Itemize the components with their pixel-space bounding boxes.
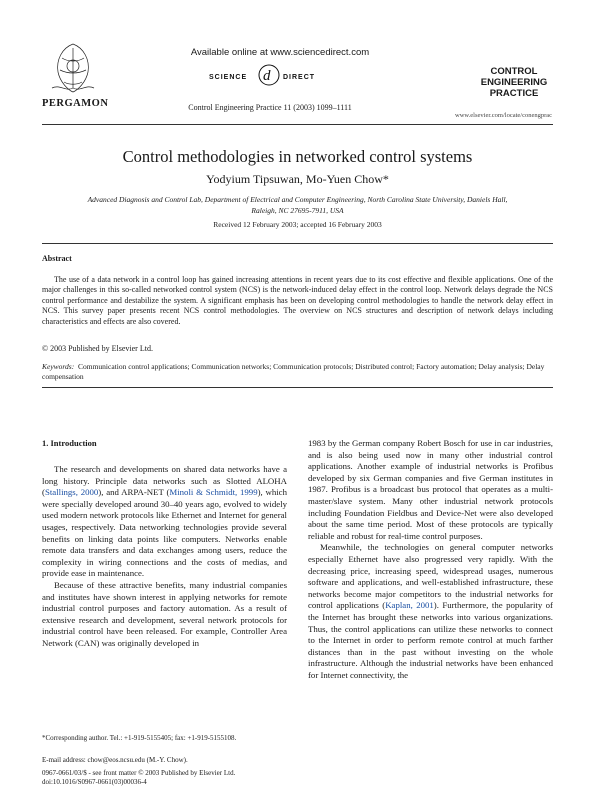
left-column bbox=[42, 464, 287, 650]
journal-name-line2: PRACTICE bbox=[489, 88, 539, 99]
abstract-text: The use of a data network in a control loop has gained increasing attentions in recent years due to its cost effective and flexible applications. One of the major challenges in this so-called networked control system (NCS) is the network-induced delay effect in the control loop. Network delays degrade the NCS control performance and destabilize the system. A significant emphasis has been on developing control methodologies to handle the network delay effect in NCS. This survey paper presents recent NCS control methodologies. The overview on NCS structures and description of network delays including characteristics and effects are also covered. bbox=[42, 275, 553, 326]
paragraph: 1983 by the German company Robert Bosch for use in car industries, and is also being used now in many other industrial control applications. Another example of industrial networks is Profibus developed by six German companies and five German institutes in 1987. Profibus is a broadcast bus protocol that operates as a multi-master/slave system. Many other industrial network protocols including Foundation Fieldbus and Device-Net were also developed about the same time period. Most of these protocols are typically reliable and robust for real-time control purposes. bbox=[308, 438, 553, 541]
citation-link[interactable]: Minoli & Schmidt, 1999 bbox=[169, 487, 258, 498]
affiliation-line1: Advanced Diagnosis and Control Lab, Department of Electrical and Computer Engineering, North Carolina State University, Daniels Hall, bbox=[87, 195, 508, 204]
keywords bbox=[42, 362, 553, 382]
publisher-name: PERGAMON bbox=[42, 98, 109, 109]
keywords-list: Communication control applications; Communication networks; Communication protocols; Distributed control; Factory automation; Delay analysis; Delay compensation bbox=[42, 362, 545, 381]
paragraph-text: ), which were specially developed around 30–40 years ago, evolved to widely used modern network protocols like Ethernet and Internet for general usages, respectively. Data networking technologies provide several benefits on linking data points like computers. Networks enable remote data transfers and data exchanges among users, reduce the complexity in wiring connections and the costs of medias, and provide ease in maintenance. bbox=[42, 487, 287, 579]
section-heading-introduction: 1. Introduction bbox=[42, 438, 97, 448]
corresponding-author-footnote: *Corresponding author. Tel.: +1-919-5155405; fax: +1-919-5155108. bbox=[42, 734, 237, 742]
svg-text:d: d bbox=[263, 68, 271, 84]
paragraph-text: ), and ARPA-NET ( bbox=[98, 487, 170, 498]
paper-authors: Yodyium Tipsuwan, Mo-Yuen Chow* bbox=[206, 172, 389, 186]
doi-line[interactable]: doi:10.1016/S0967-0661(03)00036-4 bbox=[42, 778, 147, 786]
received-dates: Received 12 February 2003; accepted 16 February 2003 bbox=[213, 220, 382, 229]
journal-name bbox=[459, 66, 569, 99]
header-divider bbox=[42, 124, 553, 125]
email-text[interactable]: E-mail address: chow@eos.ncsu.edu (M.-Y. Chow). bbox=[42, 756, 188, 764]
copyright-notice: © 2003 Published by Elsevier Ltd. bbox=[42, 344, 153, 353]
sd-logo-right: DIRECT bbox=[283, 74, 316, 81]
journal-reference: Control Engineering Practice 11 (2003) 1099–1111 bbox=[188, 103, 352, 112]
paragraph bbox=[308, 542, 553, 681]
abstract-top-divider bbox=[42, 243, 553, 244]
issn-line: 0967-0661/03/$ - see front matter © 2003 Published by Elsevier Ltd. bbox=[42, 769, 236, 777]
paper-title: Control methodologies in networked control systems bbox=[122, 147, 473, 166]
journal-url[interactable]: www.elsevier.com/locate/conengprac bbox=[455, 112, 553, 119]
abstract-bottom-divider bbox=[42, 387, 553, 388]
email-footnote bbox=[42, 756, 287, 766]
paragraph-text: The research and developments on shared data networks have a long history. Principle data networks such as Slotted ALOHA ( bbox=[42, 464, 287, 498]
sd-logo-left: SCIENCE bbox=[209, 74, 248, 81]
affiliation-line2: Raleigh, NC 27695-7911, USA bbox=[251, 206, 344, 215]
keywords-label: Keywords: bbox=[42, 362, 75, 371]
paragraph-text: ). Furthermore, the popularity of the Internet has brought these networks into various organizations. Thus, the control applications can utilize these networks to connect to the Internet in order to perform remote control at much farther distances than in the past without investing on the whole infrastructure. Although the industrial networks have been enhanced for Internet connectivity, the bbox=[308, 600, 553, 680]
journal-name-line1: CONTROL ENGINEERING bbox=[480, 66, 548, 88]
paragraph: Because of these attractive benefits, many industrial companies and institutes have shown interest in applying networks for remote industrial control purposes and factory automation. As a result of extensive research and development, several network protocols for industrial control have been released. For example, Controller Area Network (CAN) was originally developed in bbox=[42, 579, 287, 648]
abstract-heading: Abstract bbox=[42, 254, 72, 263]
pergamon-logo bbox=[42, 38, 104, 98]
citation-link[interactable]: Stallings, 2000 bbox=[44, 487, 99, 498]
sciencedirect-logo bbox=[205, 60, 335, 90]
paragraph-text: Meanwhile, the technologies on general computer networks especially Ethernet have also progressed very rapidly. With the decreasing price, increasing speed, widespread usages, numerous software and applications, and well-established infrastructure, these networks become major competitors to the industrial networks for control applications ( bbox=[308, 542, 553, 611]
available-online-text: Available online at www.sciencedirect.com bbox=[190, 47, 370, 58]
right-column bbox=[308, 438, 553, 681]
page-footer bbox=[42, 769, 342, 787]
paragraph bbox=[42, 464, 287, 580]
citation-link[interactable]: Kaplan, 2001 bbox=[385, 600, 434, 611]
author-affiliation bbox=[42, 194, 553, 216]
